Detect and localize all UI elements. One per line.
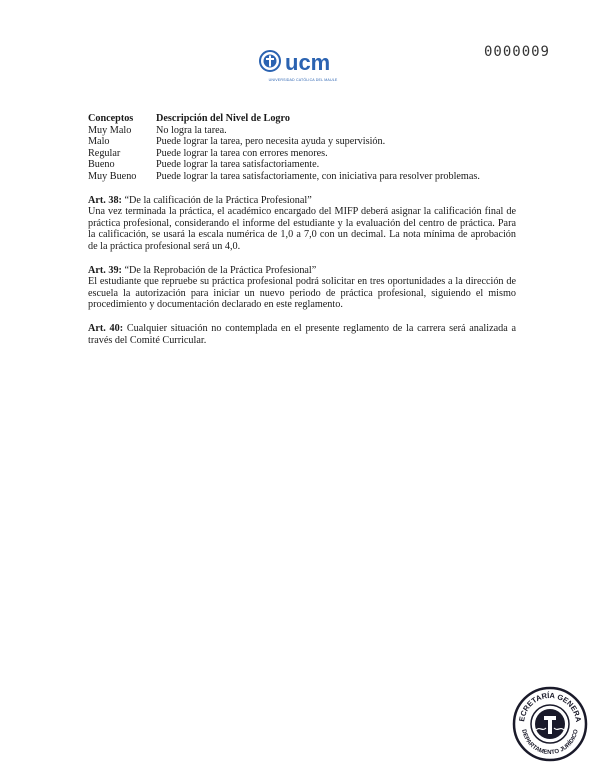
- achievement-levels-table: [88, 113, 480, 183]
- article-title: “De la calificación de la Práctica Profesional”: [121, 194, 312, 206]
- article-label: Art. 39:: [88, 264, 122, 276]
- concept-cell: Muy Malo: [88, 124, 132, 136]
- stamp-bottom-text: DEPARTAMENTO JURÍDICO: [520, 728, 580, 757]
- table-header: Conceptos: [88, 113, 134, 124]
- logo-subtitle: UNIVERSIDAD CATÓLICA DEL MAULE: [268, 78, 338, 82]
- official-stamp: [512, 686, 588, 762]
- svg-text:ucm: ucm: [285, 50, 331, 75]
- ucm-logo-icon: [258, 48, 348, 78]
- description-cell: Puede lograr la tarea, pero necesita ayuda y supervisión.: [156, 136, 386, 148]
- table-row: [88, 159, 480, 171]
- concept-cell: Regular: [88, 147, 121, 159]
- article-heading: [88, 265, 516, 277]
- article-body: El estudiante que repruebe su práctica profesional podrá solicitar en tres oportunidades a la dirección de escuela la autorización para iniciar un nuevo periodo de práctica profesional, siguiendo el mismo procedimiento y documentación declarado en este reglamento.: [88, 276, 516, 311]
- table-row: [88, 125, 480, 137]
- article-label: Art. 40:: [88, 322, 124, 334]
- concept-cell: Malo: [88, 136, 110, 148]
- article-38: [88, 195, 516, 253]
- article-heading: [88, 195, 516, 207]
- concept-cell: Bueno: [88, 159, 115, 171]
- table-row: [88, 136, 480, 148]
- document-body: [88, 113, 516, 346]
- table-row: [88, 148, 480, 160]
- table-header-row: [88, 113, 480, 125]
- article-paragraph: [88, 323, 516, 346]
- description-cell: Puede lograr la tarea satisfactoriamente, con iniciativa para resolver problemas.: [156, 170, 480, 182]
- seal-icon: [512, 686, 588, 762]
- article-body: Cualquier situación no contemplada en el presente reglamento de la carrera será analizada a través del Comité Curricular.: [88, 322, 516, 346]
- stamp-top-text: ECRETARÍA GENERA: [517, 690, 583, 723]
- concept-cell: Muy Bueno: [88, 170, 137, 182]
- article-40: [88, 323, 516, 346]
- page-number: 0000009: [483, 44, 550, 60]
- article-title: “De la Reprobación de la Práctica Profesional”: [121, 264, 317, 276]
- article-label: Art. 38:: [88, 194, 122, 206]
- table-header: Descripción del Nivel de Logro: [156, 113, 290, 124]
- article-39: [88, 265, 516, 311]
- article-body: Una vez terminada la práctica, el académico encargado del MIFP deberá asignar la calificación final de práctica profesional, considerando el informe del estudiante y la evaluación del centro de práctica. Para la calificación, se usará la escala numérica de 1,0 a 7,0 con un decimal. La nota mínima de aprobación de la práctica profesional será un 4,0.: [88, 206, 516, 252]
- description-cell: Puede lograr la tarea satisfactoriamente.: [156, 159, 320, 171]
- table-row: [88, 171, 480, 183]
- description-cell: No logra la tarea.: [156, 124, 227, 136]
- description-cell: Puede lograr la tarea con errores menores.: [156, 147, 328, 159]
- university-logo: [258, 48, 348, 86]
